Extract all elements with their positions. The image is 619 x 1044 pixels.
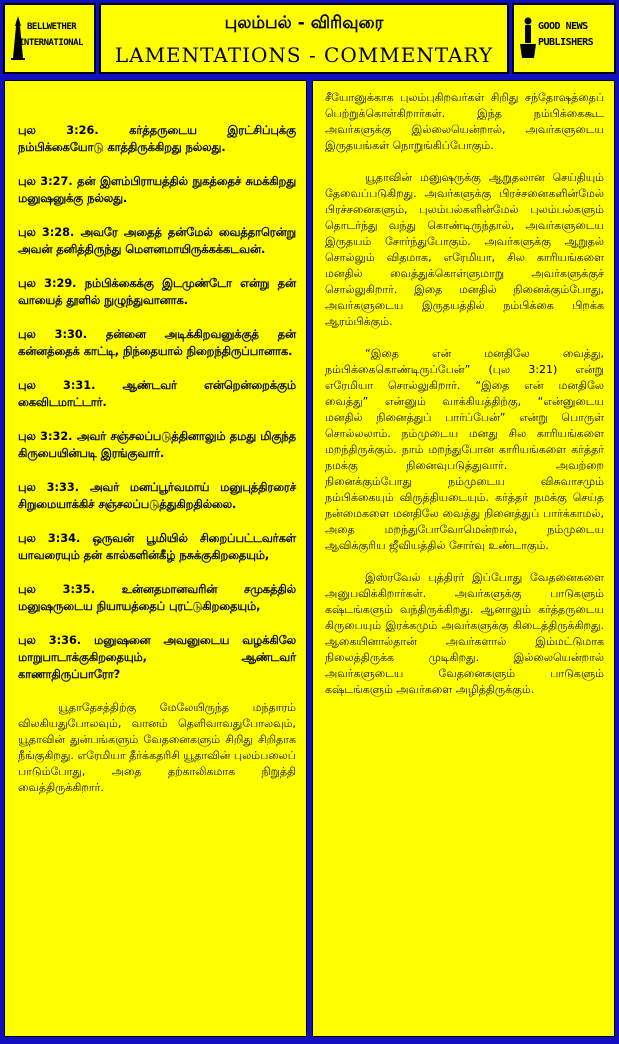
verse-3-26: புல 3:26. கர்த்தருடைய இரட்சிப்புக்கு நம்பிக்கையோடு காத்திருக்கிறது நல்லது. xyxy=(18,124,296,154)
verse-3-36: புல 3:36. மனுஷனை அவனுடைய வழக்கிலே மாறுபாடாக்குகிறதையும், ஆண்டவர் காணாதிருப்பாரோ? xyxy=(18,634,296,681)
verse-3-35: புல 3:35. உன்னதமானவரின் சமுகத்தில் மனுஷருடைய நியாயத்தைப் புரட்டுகிறதையும், xyxy=(18,583,296,613)
logo-right-line2: PUBLISHERS xyxy=(538,37,594,48)
commentary-paragraph: யூதாவின் மனுஷருக்கு ஆறுதலான செய்தியும் தேவைப்படுகிறது. அவர்களுக்கு பிரச்சனைகளின்மேல் பிரச்சனைகளும், புலம்பல்களின்மேல் புலம்பல்களும் தொடர்ந்து வந்து கொண்டிருந்தால், அவர்களுடைய இருதயம் சோர்ந்துபோகும். அவர்களுக்கு ஆறுதல் சொல்லும் விதமாக, எரேமியா, சில காரியங்களை மனதில் வைத்துக்கொள்ளுமாறு அவர்களுக்குச் சொல்லுகிறார். இதை மனதில் நினைக்கும்போது, அவர்களுடைய இருதயத்தில் நம்பிக்கை பிறக்க ஆரம்பிக்கும். xyxy=(325,171,604,328)
goodnews-logo xyxy=(512,3,616,74)
verse-3-28: புல 3:28. அவரே அதைத் தன்மேல் வைத்தாரென்று அவன் தனித்திருந்து மௌனமாயிருக்கக்கடவன். xyxy=(18,226,296,256)
verse-3-33: புல 3:33. அவர் மனப்பூர்வமாய் மனுபுத்திரரைச் சிறுமையாக்கிச் சஞ்சலப்படுத்துகிறதில்லை. xyxy=(18,481,296,511)
logo-left-line2: INTERNATIONAL xyxy=(19,38,83,48)
title-english: LAMENTATIONS - COMMENTARY xyxy=(114,43,494,67)
book-person-icon xyxy=(520,16,536,60)
logo-right-line1: GOOD NEWS xyxy=(538,21,588,32)
commentary-paragraph: “இதை என் மனதிலே வைத்து, நம்பிக்கைகொண்டிருப்பேன்” (புல 3:21) என்று எரேமியா சொல்லுகிறார். “இதை என் மனதிலே வைத்து” என்னும் வாக்கியத்திற்கு, “என்னுடைய மனதில் நினைத்துப் பார்ப்பேன்” என்று பொருள் சொல்லலாம். நம்முடைய மனது சில காரியங்களை மறந்திருக்கும். நாம் மறந்துபோன காரியங்களை கர்த்தர் நமக்கு நினைவுபடுத்துவார். அவற்றை நினைக்கும்போது நம்முடைய விசுவாசமும் நம்பிக்கையும் விருத்தியடையும். கர்த்தர் நமக்கு செய்த நன்மைகளை மனதிலே வைத்து நினைத்துப் பார்க்காமல், அதை மறந்துபோவோமென்றால், நம்முடைய ஆவிக்குரிய ஜீவியத்தில் சோர்வு உண்டாகும். xyxy=(325,347,604,552)
logo-left-line1: BELLWETHER xyxy=(27,22,77,32)
right-column xyxy=(312,80,615,1037)
verse-3-30: புல 3:30. தன்னை அடிக்கிறவனுக்குத் தன் கன்னத்தைக் காட்டி, நிந்தையால் நிறைந்திருப்பானாக. xyxy=(18,328,296,358)
verse-3-29: புல 3:29. நம்பிக்கைக்கு இடமுண்டோ என்று தன் வாயைத் தூளில் நுழுந்துவானாக. xyxy=(18,277,296,307)
title-banner xyxy=(99,3,509,74)
verse-3-34: புல 3:34. ஒருவன் பூமியில் சிறைப்பட்டவர்கள் யாவரையும் தன் கால்களின்கீழ் நசுக்குகிறதையும், xyxy=(18,532,296,562)
commentary-paragraph: இஸ்ரவேல் புத்திரர் இப்போது வேதனைகளை அனுபவிக்கிறார்கள். அவர்களுக்கு பாடுகளும் கஷ்டங்களும் வந்திருக்கிறது. ஆனாலும் கர்த்தருடைய கிருபையும் இரக்கமும் அவர்களுக்கு கிடைத்திருக்கிறது. ஆகையினால்தான் அவர்களால் இம்மட்டுமாக நிலைத்திருக்க முடிகிறது. இல்லையென்றால் அவர்களுடைய வேதனைகளும் பாடுகளும் கஷ்டங்களும் அவர்களை அழித்திருக்கும். xyxy=(325,571,604,696)
commentary-paragraph: சீயோனுக்காக புலம்புகிறவர்கள் சிறிது சந்தோஷத்தைப் பெற்றுக்கொள்கிறார்கள். இந்த நம்பிக்கைகூட அவர்களுக்கு இல்லையென்றால், அவர்களுடைய இருதயங்கள் நொறுங்கிப்போகும். xyxy=(325,91,604,152)
left-column xyxy=(4,80,307,1037)
verse-3-32: புல 3:32. அவர் சஞ்சலப்படுத்தினாலும் தமது மிகுந்த கிருபையின்படி இரங்குவார். xyxy=(18,430,296,460)
verse-3-27: புல 3:27. தன் இளம்பிராயத்தில் நுகத்தைச் சுமக்கிறது மனுஷனுக்கு நல்லது. xyxy=(18,175,296,205)
left-commentary: யூதாதேசத்திற்கு மேலேயிருந்த மந்தாரம் விலகியதுபோலவும், வானம் தெளிவாவதுபோலவும், யூதாவின் துன்பங்களும் வேதனைகளும் சிறிது சிறிதாக நீங்குகிறது. எரேமியா தீர்க்கதரிசி யூதாவின் புலம்பலைப் பாடும்போது, அதை தற்காலிகமாக நிறுத்தி வைத்திருக்கிறார். xyxy=(18,701,296,794)
bellwether-logo xyxy=(3,3,96,74)
verse-3-31: புல 3:31. ஆண்டவர் என்றென்றைக்கும் கைவிடமாட்டார். xyxy=(18,379,296,409)
title-tamil: புலம்பல் - விரிவுரை xyxy=(224,13,384,33)
